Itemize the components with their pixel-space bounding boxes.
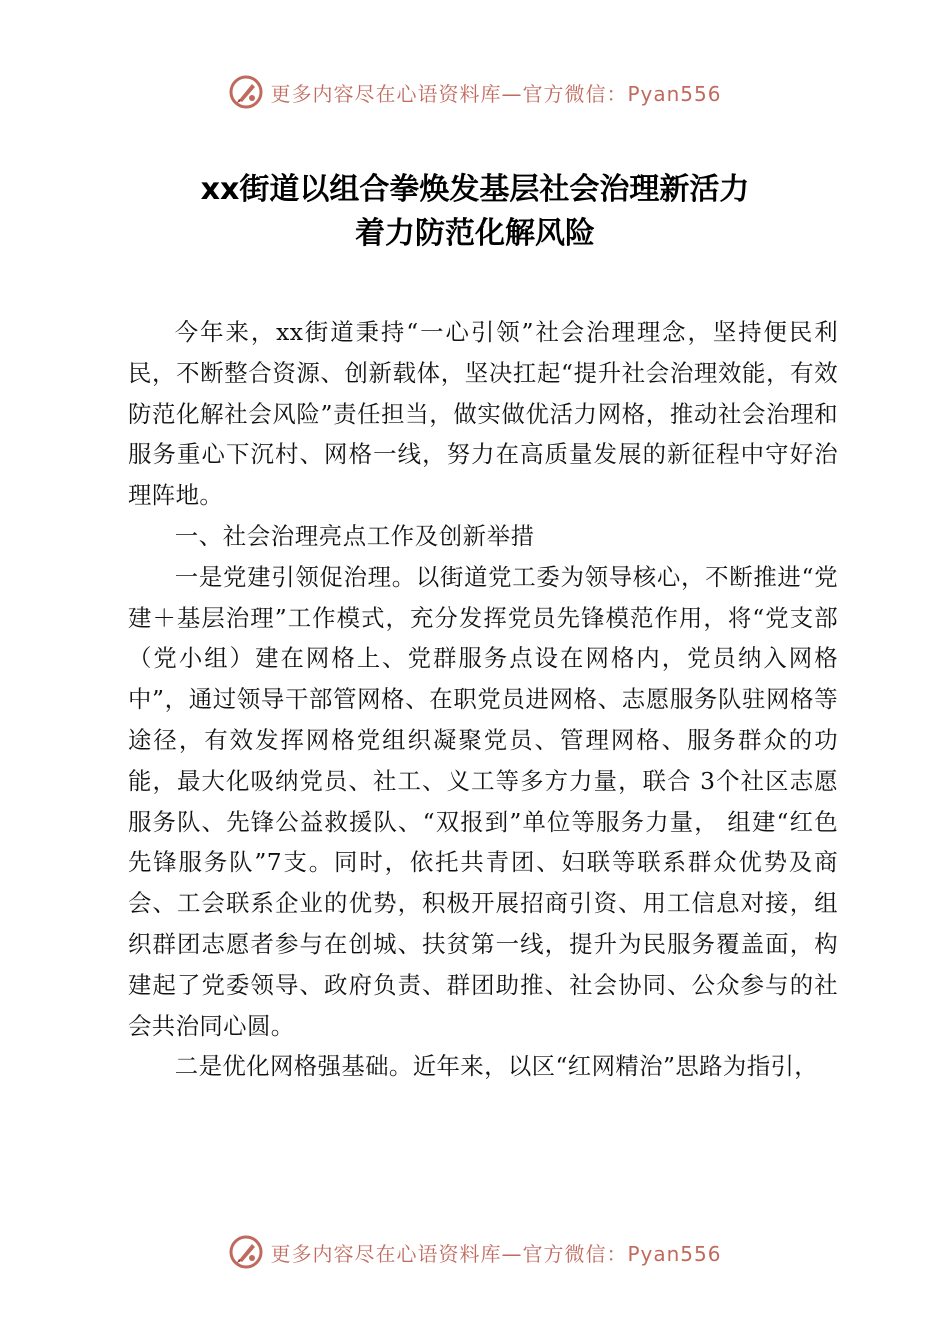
pen-seal-logo-icon bbox=[228, 1234, 264, 1270]
pen-seal-logo-icon bbox=[228, 74, 264, 110]
watermark-banner-top bbox=[0, 72, 950, 112]
intro-paragraph: 今年来，xx街道秉持“一心引领”社会治理理念，坚持便民利民，不断整合资源、创新载体，坚决扛起“提升社会治理效能，有效防范化解社会风险”责任担当，做实做优活力网格，推动社会治理和服务重心下沉村、网格一线，努力在高质量发展的新征程中守好治理阵地。 bbox=[128, 318, 838, 510]
document-title bbox=[0, 168, 950, 256]
watermark-banner-bottom bbox=[0, 1232, 950, 1272]
body-paragraph-party-building: 一是党建引领促治理。以街道党工委为领导核心，不断推进“党建＋基层治理”工作模式，充分发挥党员先锋模范作用，将“党支部（党小组）建在网格上、党群服务点设在网格内，党员纳入网格中”，通过领导干部管网格、在职党员进网格、志愿服务队驻网格等途径，有效发挥网格党组织凝聚党员、管理网格、服务群众的功能，最大化吸纳党员、社工、义工等多方力量，联合 3个社区志愿服务队、先锋公益救援队、“双报到”单位等服务力量， 组建“红色先锋服务队”7支。同时，依托共青团、妇联等联系群众优势及商会、工会联系企业的优势，积极开展招商引资、用工信息对接，组织群团志愿者参与在创城、扶贫第一线，提升为民服务覆盖面，构建起了党委领导、政府负责、群团助推、社会协同、公众参与的社会共治同心圆。 bbox=[128, 562, 838, 1040]
watermark-text: 更多内容尽在心语资料库—官方微信：Pyan556 bbox=[270, 81, 722, 106]
watermark-text: 更多内容尽在心语资料库—官方微信：Pyan556 bbox=[270, 1241, 722, 1266]
section-heading: 一、社会治理亮点工作及创新举措 bbox=[174, 521, 535, 550]
body-paragraph-grid-optimization: 二是优化网格强基础。近年来，以区“红网精治”思路为指引， bbox=[174, 1052, 819, 1081]
document-body bbox=[128, 312, 838, 1087]
title-line-1: xx街道以组合拳焕发基层社会治理新活力 bbox=[200, 172, 750, 207]
title-line-2: 着力防范化解风险 bbox=[355, 216, 595, 251]
